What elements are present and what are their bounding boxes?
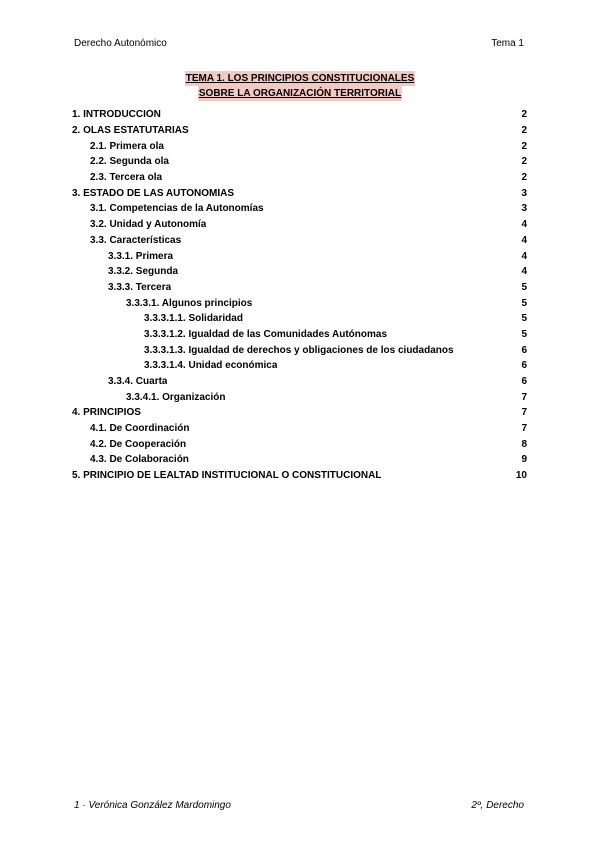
toc-entry[interactable] [72,123,527,139]
title-line-2: SOBRE LA ORGANIZACIÓN TERRITORIAL [198,88,402,99]
toc-entry-page-number: 5 [521,313,527,325]
toc-entry-page-number: 2 [521,140,527,152]
toc-entry-title: 3.3.3.1. Algunos principios [126,297,253,309]
toc-entry-page-number: 10 [515,470,527,482]
toc-entry-title: 3.3.3. Tercera [108,281,172,293]
toc-entry[interactable] [72,264,527,280]
toc-entry-title: 2. OLAS ESTATUTARIAS [72,125,189,137]
toc-entry-page-number: 7 [521,423,527,435]
toc-entry[interactable] [72,185,527,201]
table-of-contents [72,107,527,484]
toc-entry-title: 3.3.4. Cuarta [108,376,168,388]
toc-entry[interactable] [72,138,527,154]
toc-entry-title: 3.3.4.1. Organización [126,391,226,403]
toc-entry[interactable] [72,405,527,421]
toc-entry-title: 3.3. Características [90,234,182,246]
title-line-1: TEMA 1. LOS PRINCIPIOS CONSTITUCIONALES [185,73,415,84]
toc-entry[interactable] [72,421,527,437]
toc-entry-title: 2.2. Segunda ola [90,156,169,168]
toc-entry-page-number: 6 [521,376,527,388]
page-header [74,36,524,50]
toc-entry-title: 3.3.1. Primera [108,250,174,262]
toc-entry-page-number: 3 [521,203,527,215]
toc-entry-page-number: 9 [521,454,527,466]
toc-entry[interactable] [72,327,527,343]
toc-entry-page-number: 2 [521,172,527,184]
toc-entry-title: 1. INTRODUCCIÓN [72,109,161,121]
toc-entry-title: 2.3. Tercera ola [90,172,163,184]
header-topic: Tema 1 [491,37,524,49]
toc-entry-title: 3.3.3.1.2. Igualdad de las Comunidades Autónomas [144,328,388,340]
toc-entry-title: 3.3.3.1.3. Igualdad de derechos y obligaciones de los ciudadanos [144,344,454,356]
toc-entry-page-number: 5 [521,297,527,309]
toc-entry-page-number: 7 [521,391,527,403]
toc-entry[interactable] [72,358,527,374]
toc-entry-title: 4.1. De Coordinación [90,423,190,435]
toc-entry-page-number: 6 [521,360,527,372]
toc-entry-page-number: 5 [521,328,527,340]
page-footer [74,798,524,812]
toc-entry-page-number: 4 [521,266,527,278]
toc-entry[interactable] [72,248,527,264]
toc-entry-page-number: 3 [521,187,527,199]
toc-entry[interactable] [72,170,527,186]
toc-entry[interactable] [72,107,527,123]
toc-entry-title: 4.3. De Colaboración [90,454,189,466]
toc-entry-page-number: 6 [521,344,527,356]
toc-entry-page-number: 4 [521,234,527,246]
toc-entry-title: 3. ESTADO DE LAS AUTONOMÍAS [72,187,235,199]
toc-entry[interactable] [72,217,527,233]
toc-entry[interactable] [72,154,527,170]
toc-entry[interactable] [72,452,527,468]
toc-entry-page-number: 4 [521,219,527,231]
toc-entry-page-number: 7 [521,407,527,419]
toc-entry-title: 2.1. Primera ola [90,140,164,152]
toc-entry-page-number: 2 [521,125,527,137]
header-subject: Derecho Autonómico [74,37,167,49]
toc-entry-page-number: 2 [521,109,527,121]
toc-entry[interactable] [72,201,527,217]
toc-entry-title: 4.2. De Cooperación [90,438,187,450]
footer-course: 2º, Derecho [471,799,524,811]
toc-entry[interactable] [72,436,527,452]
footer-author: 1 · Verónica González Mardomingo [74,799,231,811]
toc-entry-title: 3.2. Unidad y Autonomía [90,219,207,231]
toc-entry[interactable] [72,295,527,311]
toc-entry-title: 4. PRINCIPIOS [72,407,141,419]
toc-entry-page-number: 5 [521,281,527,293]
toc-entry-page-number: 8 [521,438,527,450]
toc-entry[interactable] [72,342,527,358]
toc-entry-title: 3.3.2. Segunda [108,266,179,278]
toc-entry[interactable] [72,468,527,484]
document-title [0,71,600,101]
toc-entry-page-number: 2 [521,156,527,168]
toc-entry[interactable] [72,311,527,327]
toc-entry-title: 3.1. Competencias de la Autonomías [90,203,264,215]
toc-entry[interactable] [72,280,527,296]
toc-entry[interactable] [72,233,527,249]
toc-entry-title: 5. PRINCIPIO DE LEALTAD INSTITUCIONAL O CONSTITUCIONAL [72,470,382,482]
toc-entry[interactable] [72,389,527,405]
toc-entry-title: 3.3.3.1.4. Unidad económica [144,360,278,372]
toc-entry[interactable] [72,374,527,390]
toc-entry-page-number: 4 [521,250,527,262]
toc-entry-title: 3.3.3.1.1. Solidaridad [144,313,243,325]
